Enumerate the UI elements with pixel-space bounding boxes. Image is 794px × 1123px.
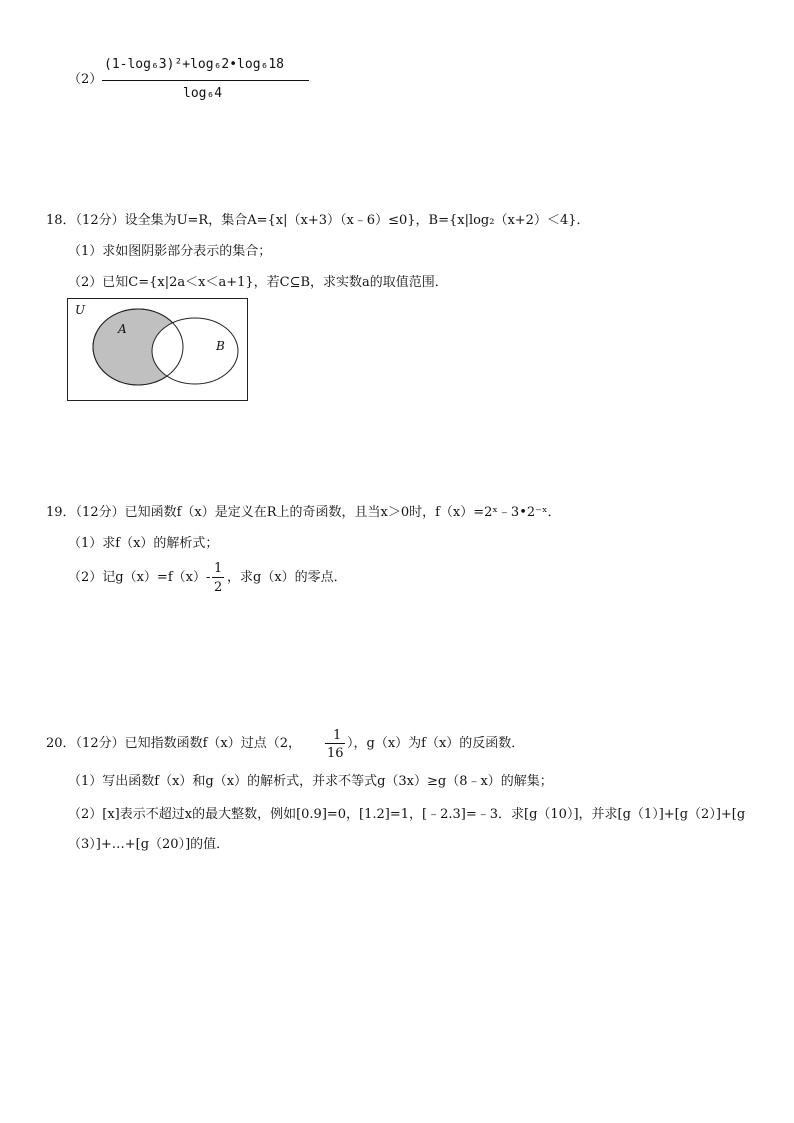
q17-part2-label: （2）: [68, 72, 103, 87]
q20-header-suffix: ），g（x）为f（x）的反函数．: [347, 736, 525, 751]
q19-part2-numerator: 1: [214, 561, 223, 576]
q19-part2-suffix: ，求g（x）的零点．: [227, 570, 347, 585]
q18-part2: （2）已知C={x|2a＜x＜a+1}，若C⊆B，求实数a的取值范围．: [68, 275, 448, 290]
venn-diagram: [67, 298, 248, 401]
set-a-label: A: [118, 322, 127, 336]
q20-header-numerator: 1: [333, 728, 342, 743]
q20-part2-line2: （3）]+…+[g（20）]的值．: [68, 837, 230, 852]
q19-header: 19．（12分）已知函数f（x）是定义在R上的奇函数，且当x＞0时，f（x）=2ˣ﹣3•2⁻ˣ．: [46, 505, 561, 520]
q19-part2-denominator: 2: [214, 580, 223, 595]
set-b-circle: [152, 318, 238, 384]
set-b-label: B: [216, 339, 225, 353]
q17-denominator: log₆4: [183, 86, 223, 101]
q18-part1: （1）求如图阴影部分表示的集合；: [68, 244, 272, 259]
q20-part2-line1: （2）[x]表示不超过x的最大整数，例如[0.9]=0，[1.2]=1，[﹣2.3]=﹣3．求[g（10）]，并求[g（1）]+[g（2）]+[g: [68, 807, 746, 822]
q19-fraction-bar: [212, 577, 224, 578]
q20-header-prefix: 20．（12分）已知指数函数f（x）过点（2，: [46, 736, 301, 751]
q17-fraction-bar: [102, 80, 309, 81]
q19-part2-prefix: （2）记g（x）=f（x）-: [68, 570, 211, 585]
q19-part1: （1）求f（x）的解析式；: [68, 536, 219, 551]
universe-label: U: [75, 303, 86, 317]
q18-header: 18．（12分）设全集为U=R，集合A={x|（x+3）（x﹣6）≤0}，B={x|log₂（x+2）＜4}．: [46, 213, 590, 228]
q20-part1: （1）写出函数f（x）和g（x）的解析式，并求不等式g（3x）≥g（8﹣x）的解集；: [68, 774, 553, 789]
q20-header-denominator: 16: [327, 746, 344, 761]
q17-numerator: (1-log₆3)²+log₆2•log₆18: [104, 57, 285, 72]
q20-fraction-bar: [325, 743, 345, 744]
